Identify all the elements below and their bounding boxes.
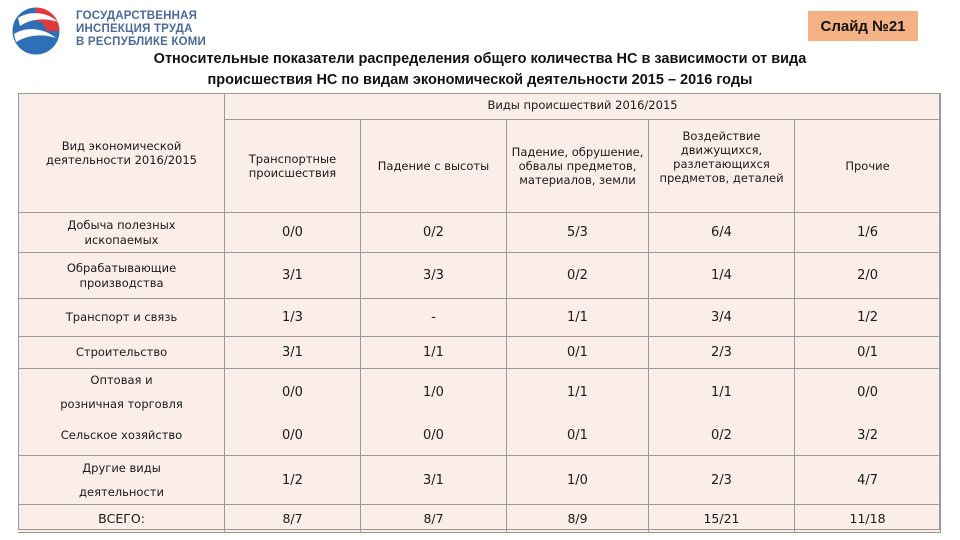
row-label: Строительство: [19, 337, 225, 369]
total-cell: 15/21: [649, 505, 795, 533]
table-cell-pair: [225, 369, 361, 456]
page-title-line1: Относительные показатели распределения общего количества НС в зависимости от вида: [153, 51, 807, 67]
total-cell: 8/7: [361, 505, 507, 533]
table-cell: 0/1: [567, 427, 588, 443]
table-cell-pair: [361, 369, 507, 456]
table-row: [19, 299, 941, 337]
table-cell: 6/4: [649, 213, 795, 253]
table-cell: 0/0: [225, 213, 361, 253]
table-cell-pair: [795, 369, 941, 456]
page-title-line2: происшествия НС по видам экономической деятельности 2015 – 2016 годы: [207, 72, 753, 88]
table-cell-pair: [649, 369, 795, 456]
org-name-line2: ИНСПЕКЦИЯ ТРУДА: [76, 23, 193, 35]
slide-number-badge: Слайд №21: [808, 11, 918, 41]
table-cell: 0/1: [795, 337, 941, 369]
row-label: Транспорт и связь: [19, 299, 225, 337]
table-cell: 3/2: [857, 427, 878, 443]
table-cell: 1/0: [423, 384, 444, 400]
row-label-pair: [19, 369, 225, 456]
table-row: [19, 253, 941, 299]
table-cell: -: [361, 299, 507, 337]
table-row-merged: [19, 369, 941, 456]
table-cell: 1/1: [711, 384, 732, 400]
page-title: [60, 49, 900, 91]
table-cell: 3/3: [361, 253, 507, 299]
row-label: Обрабатывающие производства: [19, 253, 225, 299]
column-header: Падение, обрушение, обвалы предметов, материалов, земли: [507, 120, 649, 213]
table-cell: 2/3: [649, 456, 795, 505]
table-cell: 3/1: [361, 456, 507, 505]
table-cell: 4/7: [795, 456, 941, 505]
incident-types-group-header: Виды происшествий 2016/2015: [225, 94, 941, 120]
logo-emblem-icon: [8, 4, 68, 56]
table-cell: 0/1: [507, 337, 649, 369]
table-cell: 0/0: [857, 384, 878, 400]
row-label: Сельское хозяйство: [60, 427, 183, 442]
table-cell: 1/2: [795, 299, 941, 337]
table-cell: 1/0: [507, 456, 649, 505]
table-cell: 2/3: [649, 337, 795, 369]
table-cell: 1/1: [361, 337, 507, 369]
table-cell: 3/1: [225, 337, 361, 369]
total-cell: 8/9: [507, 505, 649, 533]
table-cell: 3/4: [649, 299, 795, 337]
total-cell: 11/18: [795, 505, 941, 533]
table-total-row: [19, 505, 941, 533]
column-header: Воздействие движущихся, разлетающихся предметов, деталей: [649, 120, 795, 213]
table-cell: 1/3: [225, 299, 361, 337]
table-cell: 1/6: [795, 213, 941, 253]
table-cell: 0/0: [282, 384, 303, 400]
column-header: Прочие: [795, 120, 941, 213]
total-cell: 8/7: [225, 505, 361, 533]
table-cell: 1/2: [225, 456, 361, 505]
table-cell: 0/2: [711, 427, 732, 443]
org-name-line1: ГОСУДАРСТВЕННАЯ: [76, 10, 198, 22]
activity-column-header: Вид экономической деятельности 2016/2015: [19, 94, 225, 213]
table-cell-pair: [507, 369, 649, 456]
table-cell: 0/0: [282, 427, 303, 443]
table-cell: 0/2: [507, 253, 649, 299]
table-cell: 0/0: [423, 427, 444, 443]
total-label: ВСЕГО:: [19, 505, 225, 533]
table-cell: 5/3: [507, 213, 649, 253]
table-cell: 2/0: [795, 253, 941, 299]
table-cell: 1/1: [507, 299, 649, 337]
table-cell: 0/2: [361, 213, 507, 253]
statistics-table: [18, 93, 941, 533]
table-row: [19, 456, 941, 505]
table-cell: 1/4: [649, 253, 795, 299]
table-cell: 3/1: [225, 253, 361, 299]
row-label: Оптовая и розничная торговля: [60, 373, 183, 411]
org-name: [76, 10, 206, 49]
column-header: Падение с высоты: [361, 120, 507, 213]
table-row: [19, 337, 941, 369]
org-name-line3: В РЕСПУБЛИКЕ КОМИ: [76, 36, 206, 48]
table-cell: 1/1: [567, 384, 588, 400]
row-label: Добыча полезных ископаемых: [19, 213, 225, 253]
table-row: [19, 213, 941, 253]
row-label: Другие виды деятельности: [19, 456, 225, 505]
column-header: Транспортные происшествия: [225, 120, 361, 213]
